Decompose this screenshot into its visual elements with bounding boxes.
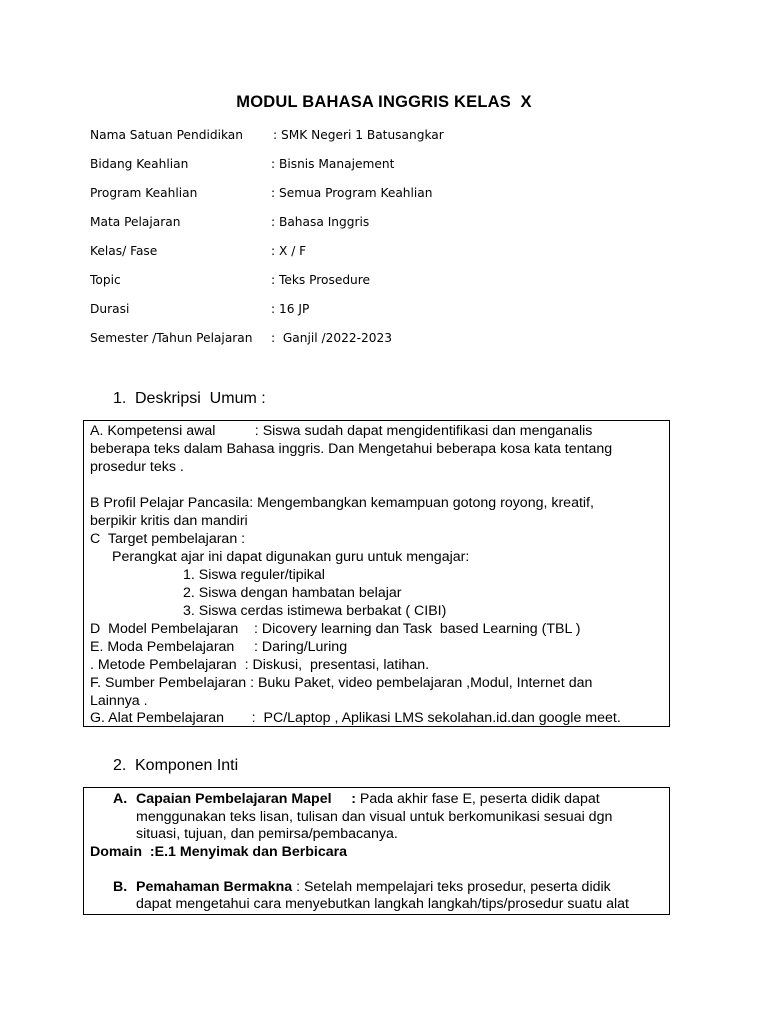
info-label: Durasi bbox=[90, 302, 130, 316]
domain-line: Domain :E.1 Menyimak dan Berbicara bbox=[90, 844, 348, 860]
box-line: C Target pembelajaran : bbox=[90, 531, 246, 547]
box-line: prosedur teks . bbox=[90, 459, 184, 475]
document-title: MODUL BAHASA INGGRIS KELAS X bbox=[236, 93, 532, 111]
pemahaman-text: : Setelah mempelajari teks prosedur, peserta didik bbox=[292, 879, 611, 895]
box-line: 1. Siswa reguler/tipikal bbox=[183, 567, 325, 583]
section-number: 2. bbox=[113, 757, 127, 774]
box-line: E. Moda Pembelajaran : Daring/Luring bbox=[90, 639, 348, 655]
item-letter: B. bbox=[113, 879, 128, 895]
info-label: Topic bbox=[90, 273, 121, 287]
capaian-label: Capaian Pembelajaran Mapel : bbox=[136, 791, 356, 807]
box-line: 2. Siswa dengan hambatan belajar bbox=[183, 585, 402, 601]
info-value: : Bahasa Inggris bbox=[271, 215, 370, 229]
box-line: F. Sumber Pembelajaran : Buku Paket, video pembelajaran ,Modul, Internet dan bbox=[90, 675, 593, 691]
box-line: situasi, tujuan, dan pemirsa/pembacanya. bbox=[136, 826, 398, 842]
info-value: : SMK Negeri 1 Batusangkar bbox=[273, 128, 444, 142]
info-value: : 16 JP bbox=[271, 302, 310, 316]
komponen-box bbox=[83, 787, 670, 915]
box-line: A. Kompetensi awal : Siswa sudah dapat mengidentifikasi dan menganalis bbox=[90, 423, 593, 439]
deskripsi-box bbox=[83, 420, 670, 727]
section-heading-deskripsi bbox=[113, 390, 266, 408]
box-line: G. Alat Pembelajaran : PC/Laptop , Aplikasi LMS sekolahan.id.dan google meet. bbox=[90, 710, 621, 726]
capaian-text: Pada akhir fase E, peserta didik dapat bbox=[355, 791, 600, 807]
box-line: dapat mengetahui cara menyebutkan langkah langkah/tips/prosedur suatu alat bbox=[136, 896, 629, 912]
box-line: B Profil Pelajar Pancasila: Mengembangkan kemampuan gotong royong, kreatif, bbox=[90, 495, 594, 511]
box-line: Lainnya . bbox=[90, 693, 148, 709]
info-value: : Teks Prosedure bbox=[271, 273, 371, 287]
pemahaman-label: Pemahaman Bermakna bbox=[136, 879, 293, 895]
box-line bbox=[136, 790, 600, 808]
info-value: : Bisnis Manajement bbox=[271, 157, 395, 171]
section-number: 1. bbox=[113, 390, 127, 407]
info-label: Semester /Tahun Pelajaran bbox=[90, 331, 253, 345]
info-value: : Semua Program Keahlian bbox=[271, 186, 433, 200]
info-value: : Ganjil /2022-2023 bbox=[271, 331, 393, 345]
box-line: Perangkat ajar ini dapat digunakan guru untuk mengajar: bbox=[112, 549, 470, 565]
info-label: Nama Satuan Pendidikan bbox=[90, 128, 243, 142]
section-title: Deskripsi Umum : bbox=[135, 390, 266, 407]
box-line: beberapa teks dalam Bahasa inggris. Dan Mengetahui beberapa kosa kata tentang bbox=[90, 441, 613, 457]
box-line: berpikir kritis dan mandiri bbox=[90, 513, 248, 529]
box-line: menggunakan teks lisan, tulisan dan visual untuk berkomunikasi sesuai dgn bbox=[136, 809, 613, 825]
box-line: 3. Siswa cerdas istimewa berbakat ( CIBI) bbox=[183, 603, 447, 619]
info-label: Bidang Keahlian bbox=[90, 157, 189, 171]
info-value: : X / F bbox=[271, 244, 307, 258]
box-line: D Model Pembelajaran : Dicovery learning dan Task based Learning (TBL ) bbox=[90, 621, 581, 637]
box-line bbox=[136, 878, 611, 896]
info-label: Mata Pelajaran bbox=[90, 215, 181, 229]
box-line: . Metode Pembelajaran : Diskusi, presentasi, latihan. bbox=[90, 657, 430, 673]
info-label: Program Keahlian bbox=[90, 186, 198, 200]
info-label: Kelas/ Fase bbox=[90, 244, 158, 258]
section-heading-komponen bbox=[113, 757, 238, 775]
section-title: Komponen Inti bbox=[135, 757, 239, 774]
item-letter: A. bbox=[113, 791, 128, 807]
